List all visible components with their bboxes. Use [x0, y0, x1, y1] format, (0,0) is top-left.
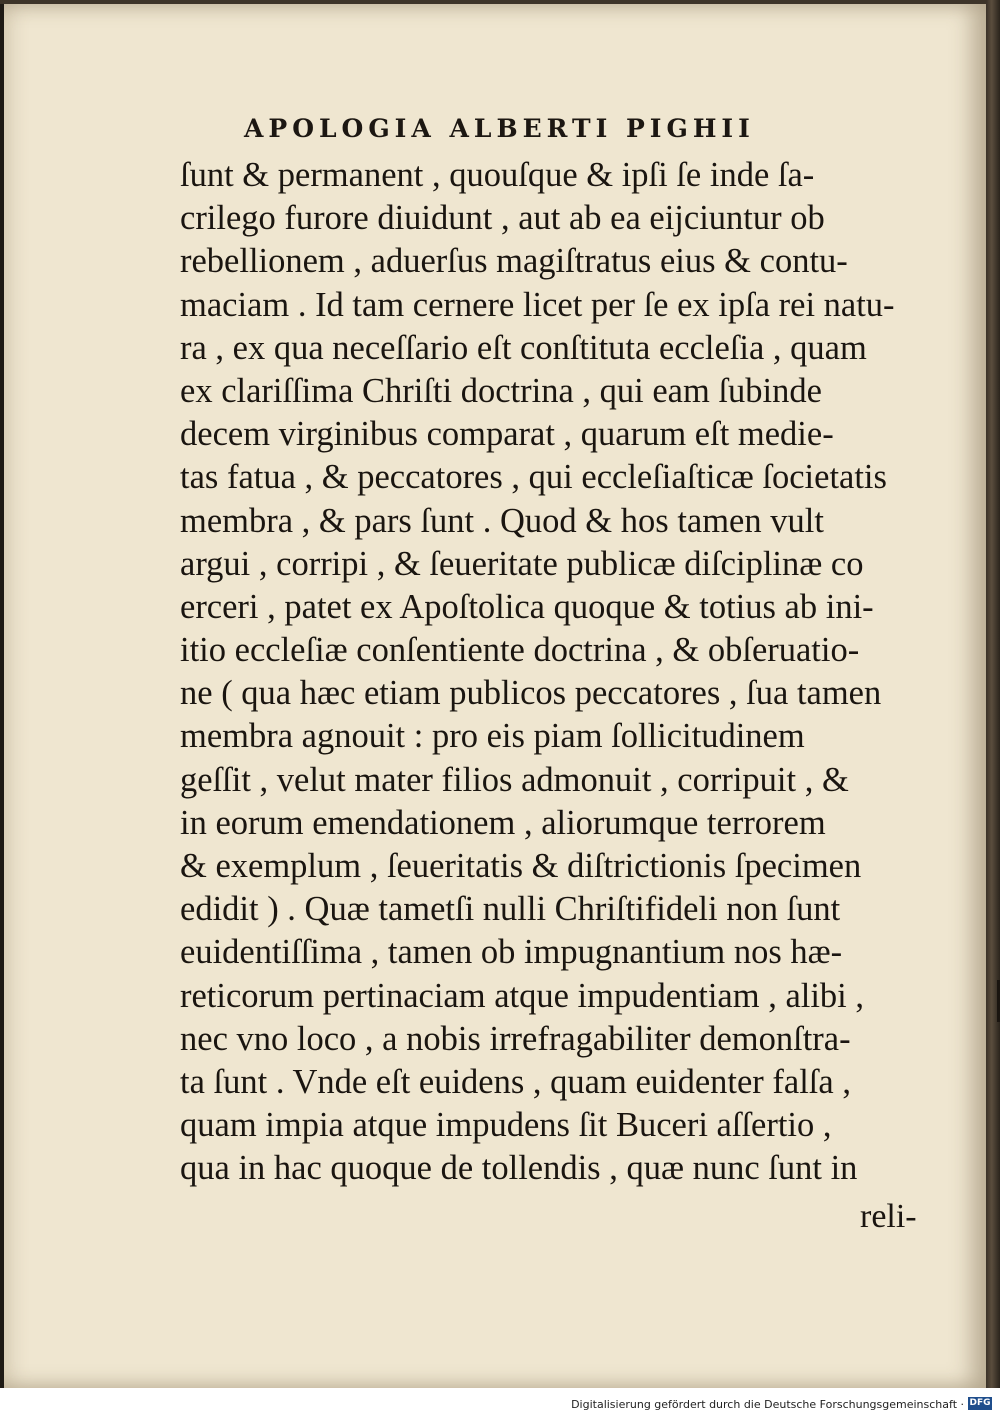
text-line: erceri , patet ex Apoſtolica quoque & totius ab ini-	[180, 587, 874, 626]
body-text	[180, 154, 930, 1191]
text-line: membra agnouit : pro eis piam ſollicitudinem	[180, 717, 805, 756]
text-line: crilego furore diuidunt , aut ab ea eijciuntur ob	[180, 199, 825, 238]
text-line: & exemplum , ſeueritatis & diſtrictionis ſpecimen	[180, 847, 862, 885]
text-line: membra , & pars ſunt . Quod & hos tamen vult	[180, 501, 824, 540]
text-line: ex clariſſima Chriſti doctrina , qui eam ſubinde	[180, 371, 822, 410]
text-line: ſunt & permanent , quouſque & ipſi ſe inde ſa-	[180, 156, 815, 194]
text-line: qua in hac quoque de tollendis , quæ nunc ſunt in	[180, 1149, 858, 1188]
text-line: ta ſunt . Vnde eſt euidens , quam euidenter falſa ,	[180, 1062, 851, 1101]
text-line: nec vno loco , a nobis irrefragabiliter demonſtra-	[180, 1019, 851, 1058]
text-line: decem virginibus comparat , quarum eſt medie-	[180, 415, 834, 454]
text-line: euidentiſſima , tamen ob impugnantium nos hæ-	[180, 933, 843, 972]
catchword: reli-	[860, 1198, 917, 1235]
text-line: itio eccleſiæ conſentiente doctrina , & obſeruatio-	[180, 631, 860, 670]
text-line: ne ( qua hæc etiam publicos peccatores , ſua tamen	[180, 674, 882, 713]
digitization-footer	[0, 1388, 1000, 1424]
text-line: in eorum emendationem , aliorumque terrorem	[180, 803, 826, 842]
text-line: geſſit , velut mater filios admonuit , corripuit , &	[180, 760, 849, 799]
text-line: argui , corripi , & ſeueritate publicæ diſciplinæ co	[180, 544, 864, 583]
book-page	[4, 4, 986, 1388]
text-line: edidit ) . Quæ tametſi nulli Chriſtifideli non ſunt	[180, 890, 841, 929]
text-line: maciam . Id tam cernere licet per ſe ex ipſa rei natu-	[180, 285, 895, 324]
text-line: quam impia atque impudens ſit Buceri aſſertio ,	[180, 1106, 832, 1145]
running-head: APOLOGIA ALBERTI PIGHII	[244, 114, 755, 143]
text-line: ra , ex qua neceſſario eſt conſtituta eccleſia , quam	[180, 328, 867, 367]
text-line: tas fatua , & peccatores , qui eccleſiaſticæ ſocietatis	[180, 458, 887, 497]
text-line: reticorum pertinaciam atque impudentiam , alibi ,	[180, 976, 865, 1015]
scan-right-edge	[986, 0, 1000, 1424]
dfg-logo-icon: DFG	[969, 1398, 991, 1408]
funding-credit: Digitalisierung gefördert durch die Deutsche Forschungsgemeinschaft ·	[571, 1398, 964, 1411]
text-line: rebellionem , aduerſus magiſtratus eius & contu-	[180, 242, 848, 281]
